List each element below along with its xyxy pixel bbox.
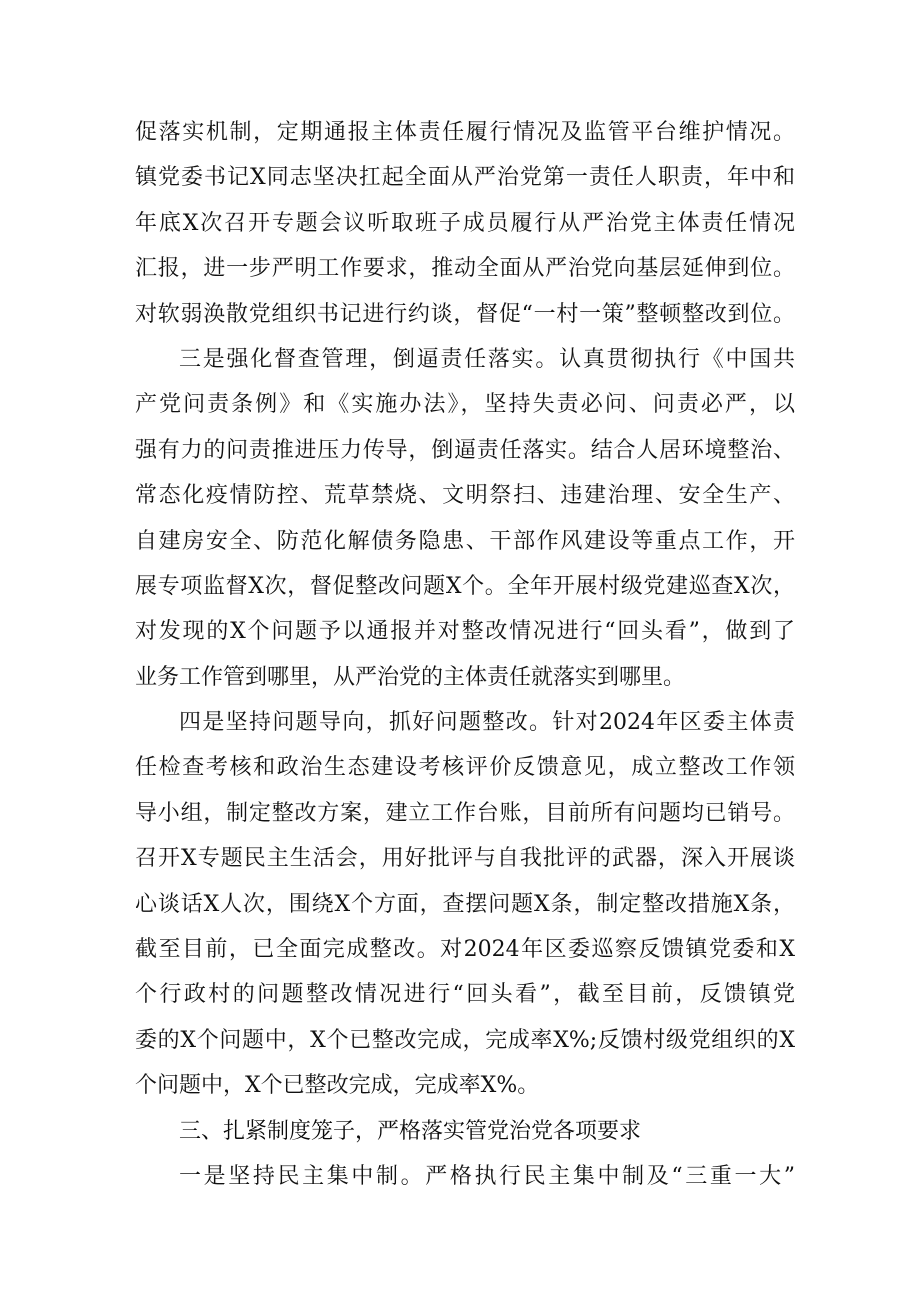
section-heading: 三、扎紧制度笼子，严格落实管党治党各项要求 (179, 1118, 642, 1144)
text-line: 汇报，进一步严明工作要求，推动全面从严治党向基层延伸到位。 (135, 256, 795, 282)
text-line: 强有力的问责推进压力传导，倒逼责任落实。结合人居环境整治、 (135, 437, 795, 463)
paragraph-end-line: 个问题中，X个已整改完成，完成率X%。 (135, 1073, 540, 1099)
text-line: 委的X个问题中，X个已整改完成，完成率X%;反馈村级党组织的X (135, 1027, 795, 1053)
text-line: 心谈话X人次，围绕X个方面，查摆问题X条，制定整改措施X条， (135, 891, 795, 917)
text-line: 促落实机制，定期通报主体责任履行情况及监管平台维护情况。 (135, 120, 795, 145)
text-line: 召开X专题民主生活会，用好批评与自我批评的武器，深入开展谈 (135, 846, 795, 872)
document-body (135, 110, 795, 1199)
paragraph-start-line: 四是坚持问题导向，抓好问题整改。针对2024年区委主体责 (179, 710, 795, 736)
paragraph-start-line: 一是坚持民主集中制。严格执行民主集中制及“三重一大” (179, 1163, 795, 1189)
text-line: 镇党委书记X同志坚决扛起全面从严治党第一责任人职责，年中和 (135, 165, 795, 191)
text-line: 产党问责条例》和《实施办法》，坚持失责必问、问责必严，以 (135, 392, 795, 418)
text-line: 对软弱涣散党组织书记进行约谈，督促“一村一策”整顿整改到位。 (135, 301, 795, 327)
text-line: 截至目前，已全面完成整改。对2024年区委巡察反馈镇党委和X (135, 937, 795, 963)
text-line: 对发现的X个问题予以通报并对整改情况进行“回头看”，做到了 (135, 619, 795, 645)
paragraph-start-line: 三是强化督查管理，倒逼责任落实。认真贯彻执行《中国共 (179, 346, 795, 372)
text-line: 任检查考核和政治生态建设考核评价反馈意见，成立整改工作领 (135, 755, 795, 781)
text-line: 个行政村的问题整改情况进行“回头看”，截至目前，反馈镇党 (135, 982, 795, 1008)
text-line: 年底X次召开专题会议听取班子成员履行从严治党主体责任情况 (135, 210, 795, 236)
paragraph-end-line: 业务工作管到哪里，从严治党的主体责任就落实到哪里。 (135, 664, 686, 690)
text-line: 常态化疫情防控、荒草禁烧、文明祭扫、违建治理、安全生产、 (135, 483, 795, 509)
text-line: 导小组，制定整改方案，建立工作台账，目前所有问题均已销号。 (135, 800, 795, 826)
text-line: 自建房安全、防范化解债务隐患、干部作风建设等重点工作，开 (135, 528, 795, 554)
text-line: 展专项监督X次，督促整改问题X个。全年开展村级党建巡查X次， (135, 573, 795, 599)
